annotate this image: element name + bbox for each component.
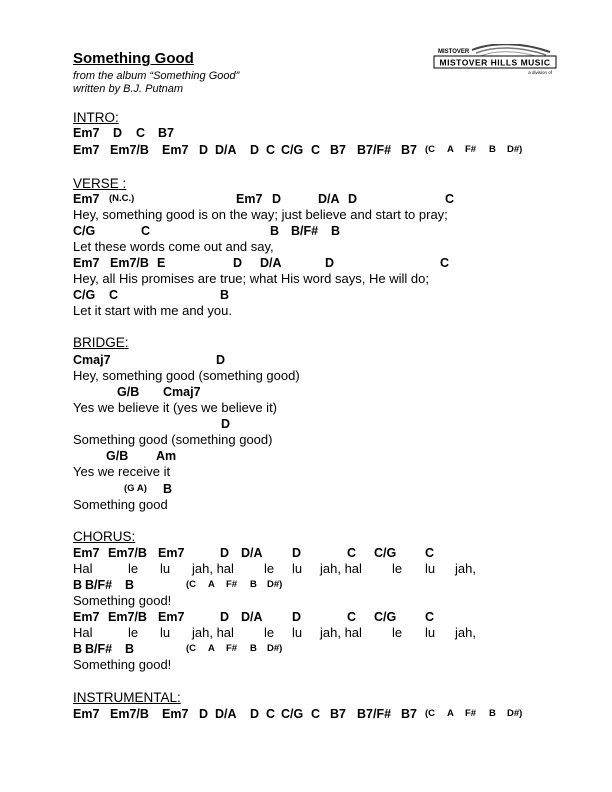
chord: C bbox=[311, 143, 321, 157]
chord: C/G bbox=[73, 224, 96, 238]
writer-line: written by B.J. Putnam bbox=[73, 83, 184, 95]
chorus-chord-line-1 bbox=[0, 545, 612, 561]
bridge-lyric-line-5: Something good bbox=[73, 497, 168, 512]
chord: Em7 bbox=[158, 610, 185, 624]
chord: C bbox=[425, 610, 435, 624]
publisher-logo bbox=[432, 44, 558, 78]
verse-chord-line-4 bbox=[0, 287, 612, 303]
chord: D/A bbox=[241, 546, 263, 560]
album-line: from the album “Something Good” bbox=[73, 70, 240, 82]
chord-small: (G A) bbox=[124, 483, 147, 494]
chord: G/B bbox=[106, 449, 129, 463]
chord: C bbox=[440, 256, 450, 270]
chord: B bbox=[220, 288, 230, 302]
syllable: lu bbox=[160, 561, 171, 576]
syllable: jah, hal bbox=[320, 625, 362, 640]
chord: D bbox=[325, 256, 335, 270]
verse-label: VERSE bbox=[73, 176, 119, 191]
chord: Em7 bbox=[162, 143, 189, 157]
syllable: jah, bbox=[455, 561, 476, 576]
chord: D bbox=[292, 610, 302, 624]
syllable: Hal bbox=[73, 561, 93, 576]
chord: C bbox=[136, 126, 146, 140]
verse-lyric-line-1: Hey, something good is on the way; just believe and start to pray; bbox=[73, 207, 448, 222]
chorus-colon: : bbox=[131, 529, 136, 544]
verse-chord-line-2 bbox=[0, 223, 612, 239]
chord: B7 bbox=[158, 126, 174, 140]
verse-lyric-line-2: Let these words come out and say, bbox=[73, 239, 274, 254]
chord-small: D#) bbox=[507, 144, 523, 155]
chorus-chord-line-2 bbox=[0, 577, 612, 593]
chord: C/G bbox=[73, 288, 96, 302]
intro-colon: : bbox=[115, 110, 119, 125]
chord: B bbox=[163, 482, 173, 496]
intro-chord-line-2 bbox=[0, 142, 612, 158]
syllable: le bbox=[264, 561, 275, 576]
chord: C bbox=[266, 143, 276, 157]
chord-small: (C bbox=[425, 144, 436, 155]
verse-heading bbox=[73, 176, 126, 192]
logo-main-text: MISTOVER HILLS MUSIC bbox=[439, 57, 551, 68]
bridge-chord-line-4 bbox=[0, 448, 612, 464]
chord: Em7 bbox=[73, 546, 100, 560]
chord-small: A bbox=[208, 643, 215, 654]
chord-small: A bbox=[208, 579, 215, 590]
chord: C bbox=[109, 288, 119, 302]
chord: C/G bbox=[374, 610, 397, 624]
chord-small: D#) bbox=[267, 643, 283, 654]
bridge-chord-line-3 bbox=[0, 416, 612, 432]
syllable: jah, hal bbox=[192, 561, 234, 576]
chorus-lyric-line-1 bbox=[0, 561, 612, 577]
chord-small: (C bbox=[425, 708, 436, 719]
intro-heading bbox=[73, 110, 119, 126]
verse-colon: : bbox=[118, 176, 127, 191]
bridge-colon: : bbox=[124, 335, 129, 350]
instrumental-colon: : bbox=[177, 690, 181, 705]
chord: D bbox=[221, 417, 231, 431]
chord: Em7/B bbox=[110, 143, 149, 157]
intro-label: INTRO bbox=[73, 110, 115, 125]
chord-small: (N.C.) bbox=[109, 193, 135, 204]
chord: C bbox=[266, 707, 276, 721]
chord: D bbox=[348, 192, 358, 206]
chord-small: B bbox=[489, 144, 496, 155]
verse-chord-line-3 bbox=[0, 255, 612, 271]
syllable: lu bbox=[292, 625, 303, 640]
chorus-heading bbox=[73, 529, 135, 545]
intro-chord-line-1 bbox=[0, 125, 612, 141]
chord: D bbox=[113, 126, 123, 140]
chord: Em7/B bbox=[110, 256, 149, 270]
chord: B bbox=[331, 224, 341, 238]
chord: C bbox=[347, 546, 357, 560]
chord: D bbox=[220, 546, 230, 560]
chorus-label: CHORUS bbox=[73, 529, 132, 544]
syllable: le bbox=[128, 561, 139, 576]
chord-small: A bbox=[447, 708, 454, 719]
chord: D/A bbox=[215, 143, 237, 157]
chord: C/G bbox=[281, 143, 304, 157]
syllable: le bbox=[264, 625, 275, 640]
chord: B/F# bbox=[85, 578, 113, 592]
syllable: jah, hal bbox=[320, 561, 362, 576]
chord: Em7 bbox=[158, 546, 185, 560]
chord: B bbox=[125, 578, 135, 592]
chord: D bbox=[199, 143, 209, 157]
bridge-lyric-line-2: Yes we believe it (yes we believe it) bbox=[73, 400, 278, 415]
syllable: Hal bbox=[73, 625, 93, 640]
chord-small: B bbox=[250, 643, 257, 654]
syllable: jah, bbox=[455, 625, 476, 640]
bridge-chord-line-1 bbox=[0, 352, 612, 368]
chord: G/B bbox=[117, 385, 140, 399]
chord: D/A bbox=[215, 707, 237, 721]
logo-sub-text: a division of bbox=[528, 70, 552, 75]
bridge-label: BRIDGE bbox=[73, 335, 125, 350]
song-title: Something Good bbox=[73, 50, 194, 67]
chord: B/F# bbox=[85, 642, 113, 656]
chord-small: D#) bbox=[267, 579, 283, 590]
chord: B7 bbox=[401, 143, 417, 157]
chord: D bbox=[272, 192, 282, 206]
syllable: lu bbox=[425, 625, 436, 640]
chord: Em7/B bbox=[108, 546, 147, 560]
chord: Em7 bbox=[73, 610, 100, 624]
chord: B/F# bbox=[291, 224, 319, 238]
chord: Em7 bbox=[73, 143, 100, 157]
chord: C/G bbox=[374, 546, 397, 560]
bridge-chord-line-2 bbox=[0, 384, 612, 400]
chord: C/G bbox=[281, 707, 304, 721]
chord: B7 bbox=[401, 707, 417, 721]
syllable: lu bbox=[292, 561, 303, 576]
chord: B bbox=[270, 224, 280, 238]
syllable: lu bbox=[425, 561, 436, 576]
chord: E bbox=[157, 256, 166, 270]
chord: D/A bbox=[318, 192, 340, 206]
syllable: lu bbox=[160, 625, 171, 640]
chord: Em7 bbox=[73, 707, 100, 721]
chord: C bbox=[347, 610, 357, 624]
chord: B bbox=[125, 642, 135, 656]
syllable: jah, hal bbox=[192, 625, 234, 640]
chord-small: F# bbox=[465, 708, 477, 719]
syllable: le bbox=[392, 561, 403, 576]
verse-chord-line-1 bbox=[0, 191, 612, 207]
chord: B bbox=[73, 642, 83, 656]
chorus-lyric-line-3 bbox=[0, 625, 612, 641]
chord-small: F# bbox=[226, 643, 238, 654]
syllable: le bbox=[128, 625, 139, 640]
chord: D bbox=[233, 256, 243, 270]
chord-small: F# bbox=[226, 579, 238, 590]
bridge-lyric-line-1: Hey, something good (something good) bbox=[73, 368, 300, 383]
chord-small: D#) bbox=[507, 708, 523, 719]
chord-small: A bbox=[447, 144, 454, 155]
chord-small: (C bbox=[186, 643, 197, 654]
bridge-lyric-line-4: Yes we receive it bbox=[73, 464, 171, 479]
verse-lyric-line-4: Let it start with me and you. bbox=[73, 303, 232, 318]
chorus-lyric-line-4: Something good! bbox=[73, 657, 172, 672]
chord-small: B bbox=[489, 708, 496, 719]
chord: D bbox=[250, 707, 260, 721]
chord: B7 bbox=[330, 707, 346, 721]
syllable: le bbox=[392, 625, 403, 640]
chord: Cmaj7 bbox=[73, 353, 111, 367]
chord: Em7 bbox=[73, 256, 100, 270]
chord: C bbox=[445, 192, 455, 206]
verse-lyric-line-3: Hey, all His promises are true; what His word says, He will do; bbox=[73, 271, 429, 286]
chord: B7/F# bbox=[357, 143, 392, 157]
chord: B7 bbox=[330, 143, 346, 157]
chord: D bbox=[250, 143, 260, 157]
chord: D/A bbox=[241, 610, 263, 624]
chord: D bbox=[199, 707, 209, 721]
instrumental-label: INSTRUMENTAL bbox=[73, 690, 178, 705]
chord: Em7 bbox=[162, 707, 189, 721]
chord-small: (C bbox=[186, 579, 197, 590]
chord: B7/F# bbox=[357, 707, 392, 721]
chord: Em7/B bbox=[108, 610, 147, 624]
chord: C bbox=[141, 224, 151, 238]
bridge-chord-line-5 bbox=[0, 481, 612, 497]
chorus-chord-line-4 bbox=[0, 641, 612, 657]
chord: D bbox=[216, 353, 226, 367]
bridge-heading bbox=[73, 335, 129, 351]
chord: Em7 bbox=[73, 126, 100, 140]
chord: D/A bbox=[260, 256, 282, 270]
chord: Cmaj7 bbox=[163, 385, 201, 399]
chord: Em7 bbox=[73, 192, 100, 206]
chord-small: B bbox=[250, 579, 257, 590]
chord: B bbox=[73, 578, 83, 592]
chorus-lyric-line-2: Something good! bbox=[73, 593, 172, 608]
chord-small: F# bbox=[465, 144, 477, 155]
chord: C bbox=[425, 546, 435, 560]
chorus-chord-line-3 bbox=[0, 609, 612, 625]
chord: Am bbox=[156, 449, 177, 463]
logo-top-text: MISTOVER bbox=[438, 49, 470, 55]
chord: Em7 bbox=[236, 192, 263, 206]
chord: C bbox=[311, 707, 321, 721]
instrumental-chord-line-1 bbox=[0, 706, 612, 722]
bridge-lyric-line-3: Something good (something good) bbox=[73, 432, 273, 447]
instrumental-heading bbox=[73, 690, 181, 706]
chord: D bbox=[292, 546, 302, 560]
chord: D bbox=[220, 610, 230, 624]
chord: Em7/B bbox=[110, 707, 149, 721]
